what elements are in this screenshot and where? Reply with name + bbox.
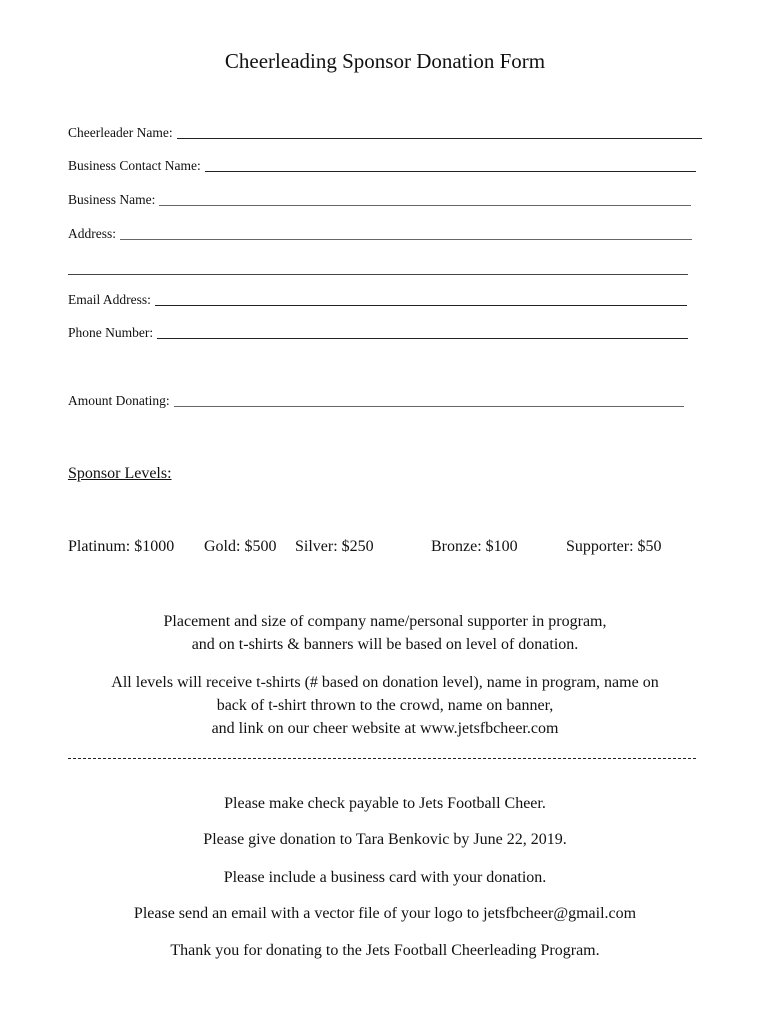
level-silver: Silver: $250 bbox=[295, 538, 374, 555]
deadline-text: Please give donation to Tara Benkovic by June 22, 2019. bbox=[203, 831, 567, 848]
amount-donating-label: Amount Donating: bbox=[68, 393, 170, 408]
level-platinum: Platinum: $1000 bbox=[68, 538, 175, 555]
sponsor-levels-heading: Sponsor Levels: bbox=[68, 465, 172, 482]
level-supporter: Supporter: $50 bbox=[566, 538, 662, 555]
business-contact-name-row bbox=[68, 157, 696, 175]
phone-number-field[interactable] bbox=[157, 324, 688, 339]
levels-text-line-2: back of t-shirt thrown to the crowd, name on banner, bbox=[216, 697, 554, 714]
email-address-label: Email Address: bbox=[68, 292, 151, 307]
levels-text-line-3: and link on our cheer website at www.jetsfbcheer.com bbox=[211, 720, 559, 737]
phone-number-label: Phone Number: bbox=[68, 325, 154, 340]
address-label: Address: bbox=[68, 226, 116, 241]
email-address-row bbox=[68, 291, 687, 309]
cheerleader-name-label: Cheerleader Name: bbox=[68, 125, 173, 140]
business-card-text: Please include a business card with your donation. bbox=[223, 869, 547, 886]
business-name-row bbox=[68, 191, 691, 209]
amount-donating-row bbox=[68, 392, 684, 410]
address-row bbox=[68, 225, 692, 243]
business-name-field[interactable] bbox=[159, 191, 691, 206]
form-title: Cheerleading Sponsor Donation Form bbox=[224, 49, 546, 73]
email-address-field[interactable] bbox=[155, 291, 687, 306]
check-payable-text: Please make check payable to Jets Football Cheer. bbox=[224, 795, 546, 812]
cheerleader-name-row bbox=[68, 124, 702, 142]
placement-text-line-2: and on t-shirts & banners will be based on level of donation. bbox=[191, 636, 579, 653]
business-contact-name-field[interactable] bbox=[205, 157, 696, 172]
thank-you-text: Thank you for donating to the Jets Football Cheerleading Program. bbox=[170, 942, 600, 959]
cheerleader-name-field[interactable] bbox=[177, 124, 702, 139]
amount-donating-field[interactable] bbox=[174, 392, 684, 407]
phone-number-row bbox=[68, 324, 688, 342]
dashed-divider bbox=[68, 758, 696, 759]
address-field[interactable] bbox=[120, 225, 692, 240]
placement-text-line-1: Placement and size of company name/personal supporter in program, bbox=[163, 613, 607, 630]
logo-email-text: Please send an email with a vector file of your logo to jetsfbcheer@gmail.com bbox=[133, 905, 637, 922]
business-name-label: Business Name: bbox=[68, 192, 156, 207]
level-bronze: Bronze: $100 bbox=[431, 538, 518, 555]
business-contact-name-label: Business Contact Name: bbox=[68, 158, 201, 173]
levels-text-line-1: All levels will receive t-shirts (# based on donation level), name in program, name on bbox=[111, 674, 659, 691]
address-line-2-field[interactable] bbox=[68, 274, 688, 275]
level-gold: Gold: $500 bbox=[204, 538, 277, 555]
